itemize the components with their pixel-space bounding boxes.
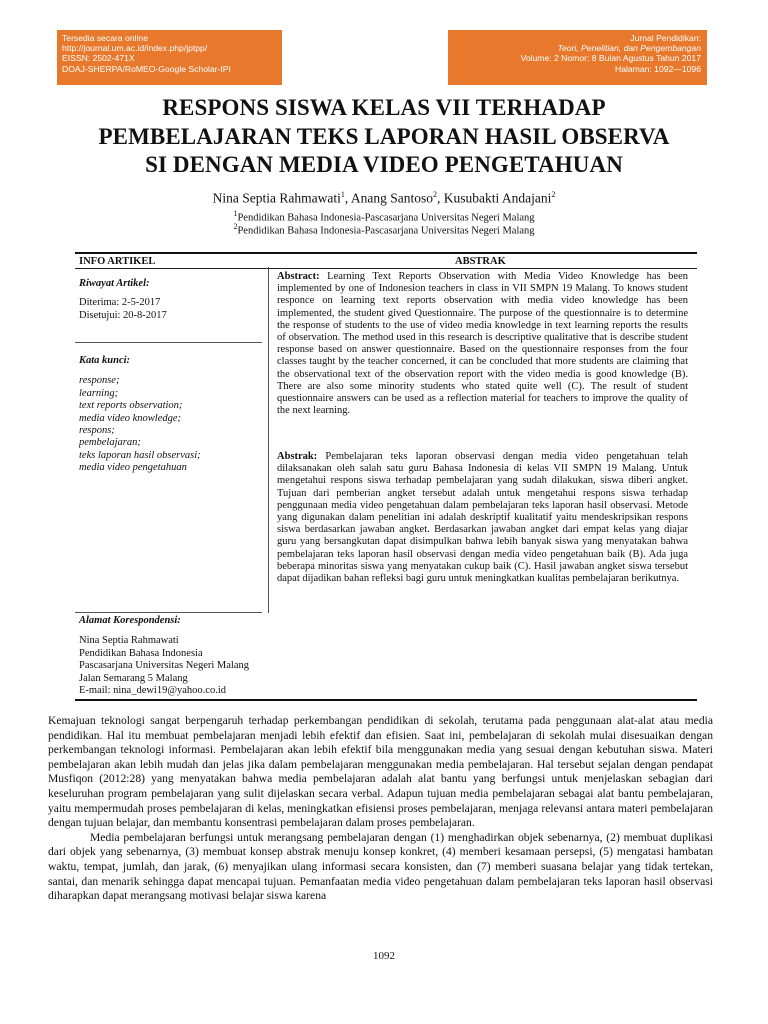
keyword: text reports observation;: [79, 400, 183, 412]
paper-title: [40, 94, 728, 180]
abstract-text: Pembelajaran teks laporan observasi dengan media video pengetahuan telah dilaksanakan oleh salah satu guru Bahasa Indonesia di kelas VII SMPN 19 Malang. Untuk mengetahui respons siswa terhadap pembelajaran yang sudah dilakukan, siswa diberi angket. Tujuan dari pemberian angket tersebut adalah untuk mengetahui respons siswa terhadap penggunaan media video pengetahuan dalam pembelajaran teks laporan hasil observasi. Metode yang digunakan dalam penelitian ini adalah deskriptif kualitatif yaitu mendeskripsikan respons siswa berdasarkan jawaban angket. Berdasarkan jawaban angket dari empat kelas yang diajar guru yang bersangkutan dapat disimpulkan bahwa lebih banyak siswa yang menyatakan bahwa pembelajaran teks laporan hasil observasi dengan media video pengetahuan baik (B). Ada juga beberapa minoritas siswa yang menyatakan cukup baik (C). Hasil jawaban angket siswa tersebut dapat dijadikan bahan refleksi bagi guru untuk meningkatkan kualitas pembelajaran berikutnya.: [277, 451, 689, 585]
journal-url[interactable]: http://journal.um.ac.id/index.php/jptpp/: [62, 43, 208, 54]
received-date: Diterima: 2-5-2017: [79, 297, 161, 309]
correspondence-line: Nina Septia Rahmawati: [79, 635, 179, 647]
keyword: media video pengetahuan: [79, 462, 187, 474]
history-label: Riwayat Artikel:: [79, 278, 150, 289]
keywords-label: Kata kunci:: [79, 355, 131, 366]
heading-rule: [75, 268, 697, 269]
journal-subtitle: Teori, Penelitian, dan Pengembangan: [557, 43, 701, 54]
abstract-english: [277, 271, 688, 417]
keyword: learning;: [79, 387, 119, 399]
keyword: respons;: [79, 425, 115, 437]
info-separator: [75, 342, 262, 343]
journal-name: Jurnal Pendidikan:: [630, 33, 701, 43]
affil-mark: 2: [551, 190, 556, 199]
top-rule: [75, 252, 697, 254]
body-text: [48, 714, 713, 904]
page-number: 1092: [373, 950, 395, 962]
author-list: [0, 190, 768, 207]
availability-text: Tersedia secara online: [62, 33, 148, 43]
abstract-label: Abstrak:: [277, 451, 318, 462]
indexing: DOAJ-SHERPA/RoMEO-Google Scholar-IPI: [62, 63, 231, 74]
affil-mark: 2: [233, 222, 238, 231]
correspondence-line: Pendidikan Bahasa Indonesia: [79, 647, 203, 659]
abstract-text: Learning Text Reports Observation with Media Video Knowledge has been implemented by one of Indonesion teachers in class in VII SMPN 19 Malang. To knows student responce on learning text reports observation with media video knowledge has been implemented, the student gived Questionnaire. The purpose of the questionnaire is to determine the response of students to the use of video media knowledge in text learning reports the results of observation. The method used in this research is descriptive qualitative that is describe student response based on answer questionnaire. Based on the questionnaire responses from the four classes taught by the teacher concerned, it can be concluded that more students are claiming that the observational text of the observation report with the video media is good knowledge (B). There are also some minority students who stated quite well (C). The result of student questionnaire answers can be used as a reflection material for teachers to improve the quality of the next learning.: [277, 271, 689, 417]
correspondence: [79, 615, 264, 697]
bottom-rule: [75, 699, 697, 701]
eissn: EISSN: 2502-471X: [62, 53, 135, 64]
info-heading: INFO ARTIKEL: [79, 256, 156, 267]
body-paragraph: Media pembelajaran berfungsi untuk merangsang pembelajaran dengan (1) menghadirkan objek sebenarnya, (2) membuat duplikasi dari objek yang sebenarnya, (3) membuat konsep abstrak menuju konsep konkret, (4) memberi kesamaan persepsi, (5) mengatasi hambatan waktu, tempat, jumlah, dan jarak, (6) menyajikan ulang informasi secara konsisten, dan (7) memberi suasana belajar yang tidak tertekan, santai, dan menarik sehingga dapat mencapai tujuan. Pemanfaatan media video pengetahuan dalam pembelajaran teks laporan hasil observasi diharapkan dapat merangsang motivasi belajar siswa karena: [48, 830, 713, 903]
journal-volume: Volume: 2 Nomor: 8 Bulan Agustus Tahun 2017: [520, 53, 701, 64]
journal-title-bar: [448, 30, 707, 85]
author-name: , Kusubakti Andajani: [436, 190, 552, 206]
keyword: media video knowledge;: [79, 412, 182, 424]
author-name: Nina Septia Rahmawati: [212, 190, 341, 206]
article-history: [79, 278, 264, 322]
title-line: SI DENGAN MEDIA VIDEO PENGETAHUAN: [145, 152, 623, 177]
keyword: teks laporan hasil observasi;: [79, 449, 201, 461]
correspondence-line: Jalan Semarang 5 Malang: [79, 672, 188, 684]
correspondence-label: Alamat Korespondensi:: [79, 615, 181, 626]
column-divider: [268, 267, 269, 613]
affiliation-text: Pendidikan Bahasa Indonesia-Pascasarjana Universitas Negeri Malang: [237, 212, 535, 224]
accepted-date: Disetujui: 20-8-2017: [79, 309, 167, 321]
abstract-heading: ABSTRAK: [455, 256, 506, 267]
correspondence-email[interactable]: E-mail: nina_dewi19@yahoo.co.id: [79, 685, 227, 697]
title-line: PEMBELAJARAN TEKS LAPORAN HASIL OBSERVA: [98, 123, 670, 149]
author-name: , Anang Santoso: [344, 190, 433, 206]
keywords: [79, 355, 264, 475]
correspondence-line: Pascasarjana Universitas Negeri Malang: [79, 660, 249, 672]
affiliation-text: Pendidikan Bahasa Indonesia-Pascasarjana Universitas Negeri Malang: [237, 225, 535, 237]
journal-pages: Halaman: 1092—1096: [615, 63, 701, 74]
keyword: response;: [79, 375, 120, 387]
affil-mark: 1: [233, 209, 238, 218]
abstract-label: Abstract:: [277, 271, 320, 282]
affil-mark: 2: [432, 190, 437, 199]
affiliation: [0, 221, 768, 238]
journal-info-bar: [57, 30, 282, 85]
affil-mark: 1: [340, 190, 345, 199]
info-separator: [75, 612, 262, 613]
body-paragraph: Kemajuan teknologi sangat berpengaruh terhadap perkembangan pendidikan di sekolah, terutama pada penggunaan alat-alat atau media pendidikan. Hal itu membuat pembelajaran menjadi lebih efektif dan efisien. Saat ini, pembelajaran di sekolah mulai disesuaikan dengan perkembangan teknologi informasi. Pembelajaran akan lebih efektif bila menggunakan media yang sesuai dengan kebutuhan siswa. Materi pembelajaran akan lebih mudah dan jelas jika dalam pembelajaran menggunakan media pembelajaran. Hal tersebut sejalan dengan pendapat Musfiqon (2012:28) yang menyatakan bahwa media pembelajaran adalah alat bantu yang berfungsi untuk menjelaskan sebagian dari keseluruhan program pembelajaran yang sulit dijelaskan secara verbal. Adapun tujuan media pembelajaran sebagai alat bantu pembelajaran, yaitu mempermudah proses pembelajaran di kelas, meningkatkan efisiensi proses pembelajaran, menjaga relevansi antara materi pembelajaran dengan tujuan belajar, dan membantu konsentrasi pembelajaran dalam proses pembelajaran.: [48, 714, 713, 830]
keyword: pembelajaran;: [79, 437, 141, 449]
abstract-indonesian: [277, 451, 688, 585]
title-line: RESPONS SISWA KELAS VII TERHADAP: [162, 95, 606, 120]
